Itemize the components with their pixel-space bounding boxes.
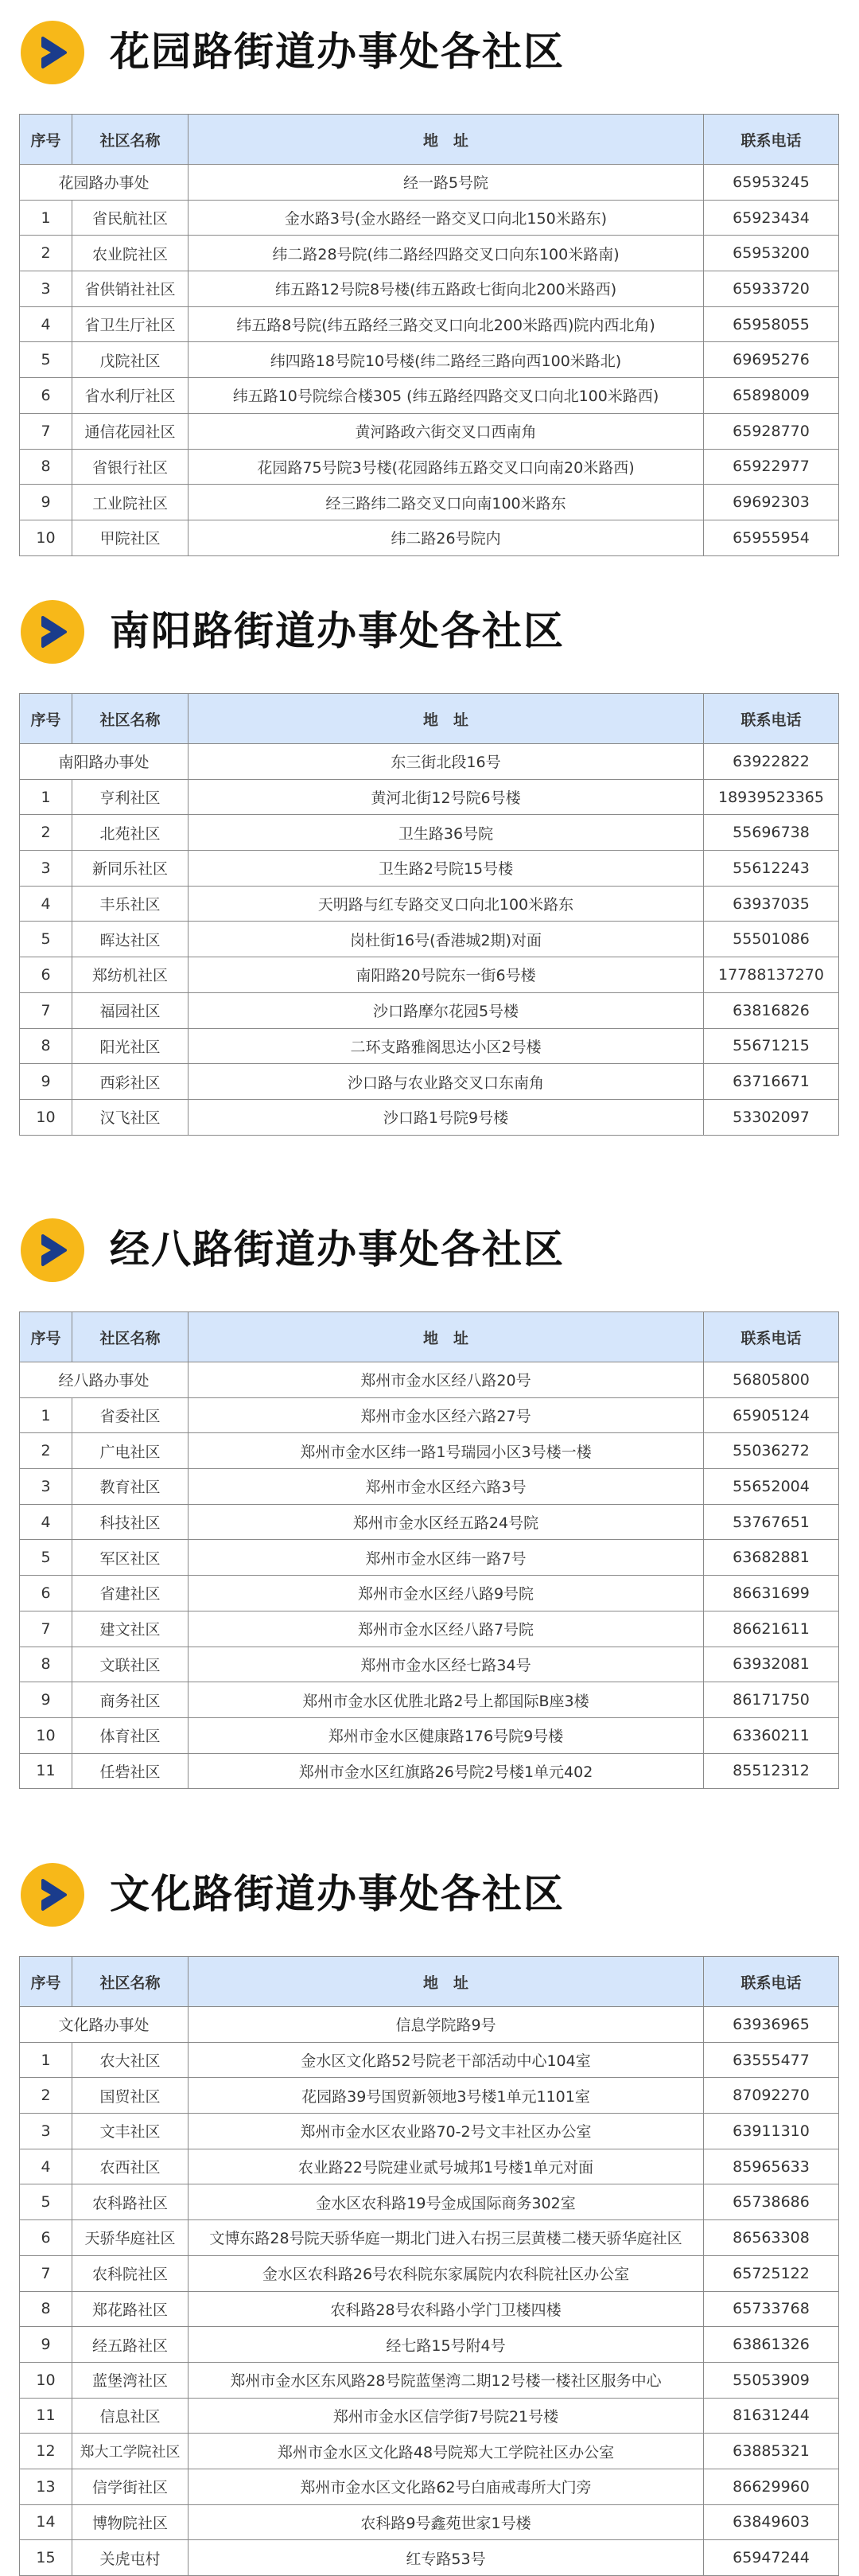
table-row [20, 2149, 839, 2184]
community-name: 工业院社区 [72, 485, 189, 520]
community-phone: 63555477 [704, 2042, 839, 2078]
community-phone: 65733768 [704, 2291, 839, 2327]
table-row [20, 1647, 839, 1682]
community-name: 体育社区 [72, 1717, 189, 1753]
table-row [20, 1099, 839, 1135]
community-address: 纬五路10号院综合楼305 (纬五路经四路交叉口向北100米路西) [189, 378, 704, 414]
section-title: 文化路街道办事处各社区 [110, 1871, 565, 1917]
community-phone: 55612243 [704, 851, 839, 887]
community-address: 金水区农科路19号金成国际商务302室 [189, 2184, 704, 2220]
section-title: 南阳路街道办事处各社区 [110, 608, 565, 654]
table-row [20, 2540, 839, 2576]
table-row [20, 815, 839, 851]
table-row [20, 2184, 839, 2220]
community-phone: 63937035 [704, 886, 839, 922]
row-number: 6 [20, 957, 72, 993]
row-number: 8 [20, 1647, 72, 1682]
community-phone: 63849603 [704, 2504, 839, 2540]
community-phone: 65928770 [704, 413, 839, 449]
row-number: 3 [20, 1469, 72, 1505]
community-address: 卫生路36号院 [189, 815, 704, 851]
community-address: 郑州市金水区经六路3号 [189, 1469, 704, 1505]
community-name: 农西社区 [72, 2149, 189, 2184]
community-phone: 86629960 [704, 2469, 839, 2504]
table-row [20, 306, 839, 342]
table-row [20, 1028, 839, 1064]
row-number: 1 [20, 200, 72, 236]
row-number: 5 [20, 1540, 72, 1576]
table-header-row [20, 115, 839, 165]
community-name: 关虎屯村 [72, 2540, 189, 2576]
community-address: 卫生路2号院15号楼 [189, 851, 704, 887]
play-arrow-logo-icon [19, 19, 86, 86]
community-phone: 85512312 [704, 1753, 839, 1789]
table-row [20, 236, 839, 271]
row-number: 4 [20, 2149, 72, 2184]
table-row [20, 378, 839, 414]
community-name: 郑大工学院社区 [72, 2434, 189, 2469]
community-name: 阳光社区 [72, 1028, 189, 1064]
table-row [20, 2504, 839, 2540]
community-name: 广电社区 [72, 1433, 189, 1469]
community-address: 纬五路12号院8号楼(纬五路政七街向北200米路西) [189, 271, 704, 307]
table-row [20, 957, 839, 993]
row-number: 7 [20, 413, 72, 449]
header-address: 地 址 [189, 694, 704, 744]
office-name: 南阳路办事处 [20, 744, 189, 780]
community-table [19, 693, 839, 1136]
row-number: 4 [20, 886, 72, 922]
header-no: 序号 [20, 1312, 72, 1362]
section-header [0, 1198, 859, 1301]
community-phone: 81631244 [704, 2398, 839, 2434]
community-name: 通信花园社区 [72, 413, 189, 449]
community-phone: 65905124 [704, 1397, 839, 1433]
community-address: 文博东路28号院天骄华庭一期北门进入右拐三层黄楼二楼天骄华庭社区 [189, 2220, 704, 2256]
table-row [20, 2362, 839, 2398]
row-number: 2 [20, 236, 72, 271]
community-address: 红专路53号 [189, 2540, 704, 2576]
community-address: 金水路3号(金水路经一路交叉口向北150米路东) [189, 200, 704, 236]
row-number: 2 [20, 1433, 72, 1469]
header-name: 社区名称 [72, 1957, 189, 2007]
play-arrow-logo-icon [19, 598, 86, 665]
table-header-row [20, 1957, 839, 2007]
row-number: 3 [20, 2114, 72, 2149]
section-1 [0, 0, 859, 548]
office-row [20, 165, 839, 201]
office-row [20, 2007, 839, 2043]
community-address: 郑州市金水区红旗路26号院2号楼1单元402 [189, 1753, 704, 1789]
community-address: 农科路28号农科路小学门卫楼四楼 [189, 2291, 704, 2327]
row-number: 14 [20, 2504, 72, 2540]
row-number: 11 [20, 1753, 72, 1789]
row-number: 4 [20, 1504, 72, 1540]
community-address: 沙口路摩尔花园5号楼 [189, 992, 704, 1028]
row-number: 7 [20, 1611, 72, 1647]
header-address: 地 址 [189, 1957, 704, 2007]
community-name: 天骄华庭社区 [72, 2220, 189, 2256]
table-row [20, 1576, 839, 1611]
section-3 [0, 1198, 859, 1781]
header-address: 地 址 [189, 115, 704, 165]
community-name: 郑纺机社区 [72, 957, 189, 993]
section-title: 花园路街道办事处各社区 [110, 29, 565, 75]
table-row [20, 922, 839, 957]
community-address: 纬五路8号院(纬五路经三路交叉口向北200米路西)院内西北角) [189, 306, 704, 342]
community-name: 戊院社区 [72, 342, 189, 378]
section-header [0, 1842, 859, 1946]
community-name: 省委社区 [72, 1397, 189, 1433]
community-phone: 65933720 [704, 271, 839, 307]
community-phone: 65922977 [704, 449, 839, 485]
community-name: 丰乐社区 [72, 886, 189, 922]
community-name: 博物院社区 [72, 2504, 189, 2540]
community-name: 农大社区 [72, 2042, 189, 2078]
community-name: 农业院社区 [72, 236, 189, 271]
office-address: 信息学院路9号 [189, 2007, 704, 2043]
community-phone: 63911310 [704, 2114, 839, 2149]
community-name: 信学街社区 [72, 2469, 189, 2504]
community-address: 农科路9号鑫苑世家1号楼 [189, 2504, 704, 2540]
community-address: 黄河北街12号院6号楼 [189, 779, 704, 815]
community-phone: 85965633 [704, 2149, 839, 2184]
community-phone: 65955954 [704, 520, 839, 555]
community-name: 甲院社区 [72, 520, 189, 555]
table-row [20, 2255, 839, 2291]
community-phone: 86631699 [704, 1576, 839, 1611]
community-address: 郑州市金水区经八路7号院 [189, 1611, 704, 1647]
community-phone: 65953200 [704, 236, 839, 271]
table-row [20, 2327, 839, 2363]
table-header-row [20, 694, 839, 744]
community-phone: 18939523365 [704, 779, 839, 815]
office-name: 文化路办事处 [20, 2007, 189, 2043]
community-phone: 63932081 [704, 1647, 839, 1682]
community-phone: 65738686 [704, 2184, 839, 2220]
table-row [20, 2042, 839, 2078]
table-row [20, 1064, 839, 1100]
row-number: 9 [20, 485, 72, 520]
community-phone: 65958055 [704, 306, 839, 342]
community-phone: 55696738 [704, 815, 839, 851]
header-name: 社区名称 [72, 1312, 189, 1362]
row-number: 2 [20, 815, 72, 851]
row-number: 8 [20, 2291, 72, 2327]
table-row [20, 1469, 839, 1505]
community-phone: 69692303 [704, 485, 839, 520]
community-name: 军区社区 [72, 1540, 189, 1576]
header-no: 序号 [20, 694, 72, 744]
community-address: 经七路15号附4号 [189, 2327, 704, 2363]
community-table [19, 114, 839, 556]
row-number: 2 [20, 2078, 72, 2114]
play-arrow-logo-icon [19, 1217, 86, 1284]
section-2 [0, 579, 859, 1128]
table-row [20, 1682, 839, 1718]
community-address: 南阳路20号院东一街6号楼 [189, 957, 704, 993]
header-no: 序号 [20, 115, 72, 165]
community-address: 郑州市金水区优胜北路2号上都国际B座3楼 [189, 1682, 704, 1718]
community-name: 信息社区 [72, 2398, 189, 2434]
community-address: 郑州市金水区经六路27号 [189, 1397, 704, 1433]
community-address: 纬二路26号院内 [189, 520, 704, 555]
community-address: 经三路纬二路交叉口向南100米路东 [189, 485, 704, 520]
community-phone: 17788137270 [704, 957, 839, 993]
section-header [0, 579, 859, 683]
section-title: 经八路街道办事处各社区 [110, 1226, 565, 1272]
community-name: 省建社区 [72, 1576, 189, 1611]
header-phone: 联系电话 [704, 115, 839, 165]
section-header [0, 0, 859, 103]
community-name: 农科院社区 [72, 2255, 189, 2291]
community-phone: 53767651 [704, 1504, 839, 1540]
table-row [20, 485, 839, 520]
table-row [20, 449, 839, 485]
community-name: 郑花路社区 [72, 2291, 189, 2327]
row-number: 3 [20, 271, 72, 307]
community-name: 文丰社区 [72, 2114, 189, 2149]
row-number: 1 [20, 1397, 72, 1433]
community-name: 晖达社区 [72, 922, 189, 957]
row-number: 9 [20, 1682, 72, 1718]
community-name: 蓝堡湾社区 [72, 2362, 189, 2398]
community-address: 金水区农科路26号农科院东家属院内农科院社区办公室 [189, 2255, 704, 2291]
row-number: 4 [20, 306, 72, 342]
office-phone: 63936965 [704, 2007, 839, 2043]
community-address: 金水区文化路52号院老干部活动中心104室 [189, 2042, 704, 2078]
table-header-row [20, 1312, 839, 1362]
community-name: 亨利社区 [72, 779, 189, 815]
community-phone: 86171750 [704, 1682, 839, 1718]
header-phone: 联系电话 [704, 1957, 839, 2007]
community-phone: 65947244 [704, 2540, 839, 2576]
office-row [20, 1362, 839, 1398]
table-row [20, 271, 839, 307]
table-row [20, 886, 839, 922]
community-phone: 63816826 [704, 992, 839, 1028]
community-name: 建文社区 [72, 1611, 189, 1647]
header-name: 社区名称 [72, 115, 189, 165]
office-phone: 63922822 [704, 744, 839, 780]
table-row [20, 520, 839, 555]
row-number: 1 [20, 2042, 72, 2078]
community-name: 省水利厅社区 [72, 378, 189, 414]
community-name: 商务社区 [72, 1682, 189, 1718]
row-number: 8 [20, 1028, 72, 1064]
table-row [20, 200, 839, 236]
community-phone: 86563308 [704, 2220, 839, 2256]
play-arrow-logo-icon [19, 1861, 86, 1928]
community-name: 汉飞社区 [72, 1099, 189, 1135]
office-address: 郑州市金水区经八路20号 [189, 1362, 704, 1398]
community-table [19, 1956, 839, 2576]
community-address: 纬二路28号院(纬二路经四路交叉口向东100米路南) [189, 236, 704, 271]
community-phone: 87092270 [704, 2078, 839, 2114]
section-4 [0, 1842, 859, 2568]
row-number: 10 [20, 520, 72, 555]
row-number: 7 [20, 992, 72, 1028]
community-address: 黄河路政六街交叉口西南角 [189, 413, 704, 449]
row-number: 9 [20, 2327, 72, 2363]
table-row [20, 1397, 839, 1433]
community-phone: 53302097 [704, 1099, 839, 1135]
row-number: 11 [20, 2398, 72, 2434]
header-name: 社区名称 [72, 694, 189, 744]
community-phone: 63716671 [704, 1064, 839, 1100]
table-row [20, 1433, 839, 1469]
community-name: 国贸社区 [72, 2078, 189, 2114]
office-row [20, 744, 839, 780]
community-name: 西彩社区 [72, 1064, 189, 1100]
community-name: 新同乐社区 [72, 851, 189, 887]
row-number: 10 [20, 2362, 72, 2398]
community-table [19, 1311, 839, 1789]
community-name: 经五路社区 [72, 2327, 189, 2363]
office-name: 经八路办事处 [20, 1362, 189, 1398]
community-phone: 65898009 [704, 378, 839, 414]
community-name: 教育社区 [72, 1469, 189, 1505]
community-name: 省卫生厅社区 [72, 306, 189, 342]
table-row [20, 779, 839, 815]
row-number: 8 [20, 449, 72, 485]
community-name: 文联社区 [72, 1647, 189, 1682]
row-number: 10 [20, 1717, 72, 1753]
office-phone: 65953245 [704, 165, 839, 201]
community-phone: 63861326 [704, 2327, 839, 2363]
table-row [20, 413, 839, 449]
community-phone: 55053909 [704, 2362, 839, 2398]
community-address: 农业路22号院建业贰号城邦1号楼1单元对面 [189, 2149, 704, 2184]
community-name: 省民航社区 [72, 200, 189, 236]
community-address: 岗杜街16号(香港城2期)对面 [189, 922, 704, 957]
community-name: 任砦社区 [72, 1753, 189, 1789]
row-number: 13 [20, 2469, 72, 2504]
table-row [20, 342, 839, 378]
community-address: 沙口路与农业路交叉口东南角 [189, 1064, 704, 1100]
office-address: 东三街北段16号 [189, 744, 704, 780]
community-address: 花园路75号院3号楼(花园路纬五路交叉口向南20米路西) [189, 449, 704, 485]
community-phone: 55652004 [704, 1469, 839, 1505]
row-number: 5 [20, 922, 72, 957]
community-address: 花园路39号国贸新领地3号楼1单元1101室 [189, 2078, 704, 2114]
community-phone: 55501086 [704, 922, 839, 957]
row-number: 15 [20, 2540, 72, 2576]
row-number: 7 [20, 2255, 72, 2291]
office-phone: 56805800 [704, 1362, 839, 1398]
community-address: 纬四路18号院10号楼(纬二路经三路向西100米路北) [189, 342, 704, 378]
table-row [20, 1504, 839, 1540]
community-address: 沙口路1号院9号楼 [189, 1099, 704, 1135]
community-phone: 55671215 [704, 1028, 839, 1064]
table-row [20, 2434, 839, 2469]
row-number: 6 [20, 2220, 72, 2256]
row-number: 6 [20, 1576, 72, 1611]
table-row [20, 992, 839, 1028]
community-phone: 63360211 [704, 1717, 839, 1753]
table-row [20, 851, 839, 887]
community-address: 郑州市金水区纬一路7号 [189, 1540, 704, 1576]
community-name: 省供销社社区 [72, 271, 189, 307]
table-row [20, 2398, 839, 2434]
table-row [20, 1753, 839, 1789]
header-address: 地 址 [189, 1312, 704, 1362]
community-address: 郑州市金水区东风路28号院蓝堡湾二期12号楼一楼社区服务中心 [189, 2362, 704, 2398]
community-address: 郑州市金水区农业路70-2号文丰社区办公室 [189, 2114, 704, 2149]
office-address: 经一路5号院 [189, 165, 704, 201]
community-phone: 86621611 [704, 1611, 839, 1647]
header-phone: 联系电话 [704, 1312, 839, 1362]
community-address: 郑州市金水区文化路62号白庙戒毒所大门旁 [189, 2469, 704, 2504]
row-number: 5 [20, 2184, 72, 2220]
row-number: 12 [20, 2434, 72, 2469]
header-no: 序号 [20, 1957, 72, 2007]
row-number: 6 [20, 378, 72, 414]
row-number: 5 [20, 342, 72, 378]
community-phone: 65725122 [704, 2255, 839, 2291]
community-phone: 69695276 [704, 342, 839, 378]
table-row [20, 2220, 839, 2256]
community-phone: 55036272 [704, 1433, 839, 1469]
community-address: 郑州市金水区信学街7号院21号楼 [189, 2398, 704, 2434]
row-number: 3 [20, 851, 72, 887]
community-phone: 63885321 [704, 2434, 839, 2469]
community-name: 农科路社区 [72, 2184, 189, 2220]
row-number: 9 [20, 1064, 72, 1100]
table-row [20, 2078, 839, 2114]
table-row [20, 1540, 839, 1576]
office-name: 花园路办事处 [20, 165, 189, 201]
community-address: 郑州市金水区经七路34号 [189, 1647, 704, 1682]
community-name: 福园社区 [72, 992, 189, 1028]
table-row [20, 2114, 839, 2149]
community-phone: 65923434 [704, 200, 839, 236]
table-row [20, 1717, 839, 1753]
table-row [20, 2469, 839, 2504]
table-row [20, 1611, 839, 1647]
community-address: 郑州市金水区文化路48号院郑大工学院社区办公室 [189, 2434, 704, 2469]
community-address: 郑州市金水区经八路9号院 [189, 1576, 704, 1611]
table-row [20, 2291, 839, 2327]
community-address: 郑州市金水区经五路24号院 [189, 1504, 704, 1540]
community-address: 郑州市金水区纬一路1号瑞园小区3号楼一楼 [189, 1433, 704, 1469]
community-name: 北苑社区 [72, 815, 189, 851]
community-name: 科技社区 [72, 1504, 189, 1540]
row-number: 1 [20, 779, 72, 815]
community-address: 郑州市金水区健康路176号院9号楼 [189, 1717, 704, 1753]
community-phone: 63682881 [704, 1540, 839, 1576]
row-number: 10 [20, 1099, 72, 1135]
community-address: 天明路与红专路交叉口向北100米路东 [189, 886, 704, 922]
header-phone: 联系电话 [704, 694, 839, 744]
community-address: 二环支路雅阁思达小区2号楼 [189, 1028, 704, 1064]
community-name: 省银行社区 [72, 449, 189, 485]
